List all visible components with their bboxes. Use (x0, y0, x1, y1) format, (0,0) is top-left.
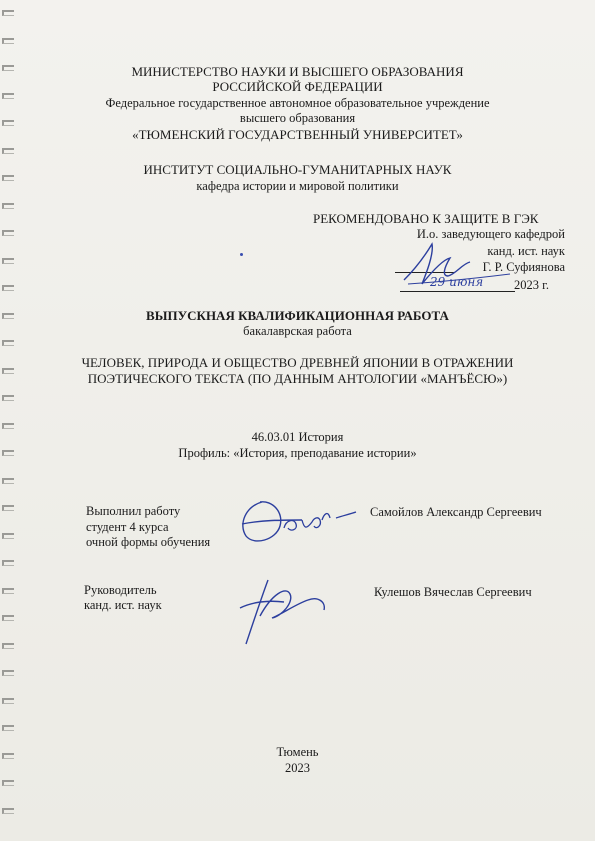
binding-hole (2, 670, 14, 676)
binding-hole (2, 340, 14, 346)
binding-hole (2, 808, 14, 814)
binding-hole (2, 725, 14, 731)
handwritten-date: 29 июня (430, 275, 484, 289)
author-label-1: Выполнил работу (86, 504, 181, 518)
ink-dot (240, 253, 243, 256)
author-label-2: студент 4 курса (86, 520, 169, 534)
author-signature (232, 490, 362, 550)
approval-name: Г. Р. Суфиянова (482, 260, 565, 274)
study-profile: Профиль: «История, преподавание истории» (178, 446, 417, 460)
supervisor-name: Кулешов Вячеслав Сергеевич (374, 585, 532, 599)
supervisor-label-1: Руководитель (84, 583, 157, 597)
binding-hole (2, 285, 14, 291)
institute-name: ИНСТИТУТ СОЦИАЛЬНО-ГУМАНИТАРНЫХ НАУК (143, 162, 452, 177)
binding-hole (2, 505, 14, 511)
approval-year: 2023 г. (514, 278, 549, 292)
city: Тюмень (276, 745, 319, 759)
work-type: ВЫПУСКНАЯ КВАЛИФИКАЦИОННАЯ РАБОТА (146, 308, 449, 323)
binding-hole (2, 780, 14, 786)
year: 2023 (285, 761, 310, 775)
binding-hole (2, 478, 14, 484)
work-subtype: бакалаврская работа (243, 324, 352, 338)
ministry-line-4: высшего образования (239, 111, 356, 125)
specialty-code: 46.03.01 История (251, 430, 344, 444)
supervisor-signature (228, 572, 358, 652)
author-name: Самойлов Александр Сергеевич (370, 505, 542, 519)
binding-hole (2, 38, 14, 44)
ministry-line-2: РОССИЙСКОЙ ФЕДЕРАЦИИ (212, 79, 383, 94)
binding-hole (2, 533, 14, 539)
binding-hole (2, 10, 14, 16)
binding-hole (2, 423, 14, 429)
binding-hole (2, 203, 14, 209)
supervisor-label-2: канд. ист. наук (84, 598, 162, 612)
binding-hole (2, 258, 14, 264)
author-label-3: очной формы обучения (86, 535, 211, 549)
work-title-line-2: ПОЭТИЧЕСКОГО ТЕКСТА (ПО ДАННЫМ АНТОЛОГИИ «МАНЪЁСЮ») (87, 371, 508, 386)
university-name: «ТЮМЕНСКИЙ ГОСУДАРСТВЕННЫЙ УНИВЕРСИТЕТ» (132, 127, 463, 142)
binding-hole (2, 230, 14, 236)
binding-hole (2, 560, 14, 566)
approval-role: И.о. заведующего кафедрой (416, 227, 565, 241)
approval-heading: РЕКОМЕНДОВАНО К ЗАЩИТЕ В ГЭК (313, 211, 539, 226)
binding-hole (2, 148, 14, 154)
binding-hole (2, 643, 14, 649)
ministry-line-3: Федеральное государственное автономное образовательное учреждение (105, 96, 490, 110)
approval-degree: канд. ист. наук (487, 244, 565, 258)
binding-hole (2, 395, 14, 401)
work-title-line-1: ЧЕЛОВЕК, ПРИРОДА И ОБЩЕСТВО ДРЕВНЕЙ ЯПОНИИ В ОТРАЖЕНИИ (81, 355, 514, 370)
binding-hole (2, 698, 14, 704)
binding-hole (2, 615, 14, 621)
binding-hole (2, 588, 14, 594)
department-name: кафедра истории и мировой политики (196, 179, 399, 193)
ministry-line-1: МИНИСТЕРСТВО НАУКИ И ВЫСШЕГО ОБРАЗОВАНИЯ (131, 64, 464, 79)
